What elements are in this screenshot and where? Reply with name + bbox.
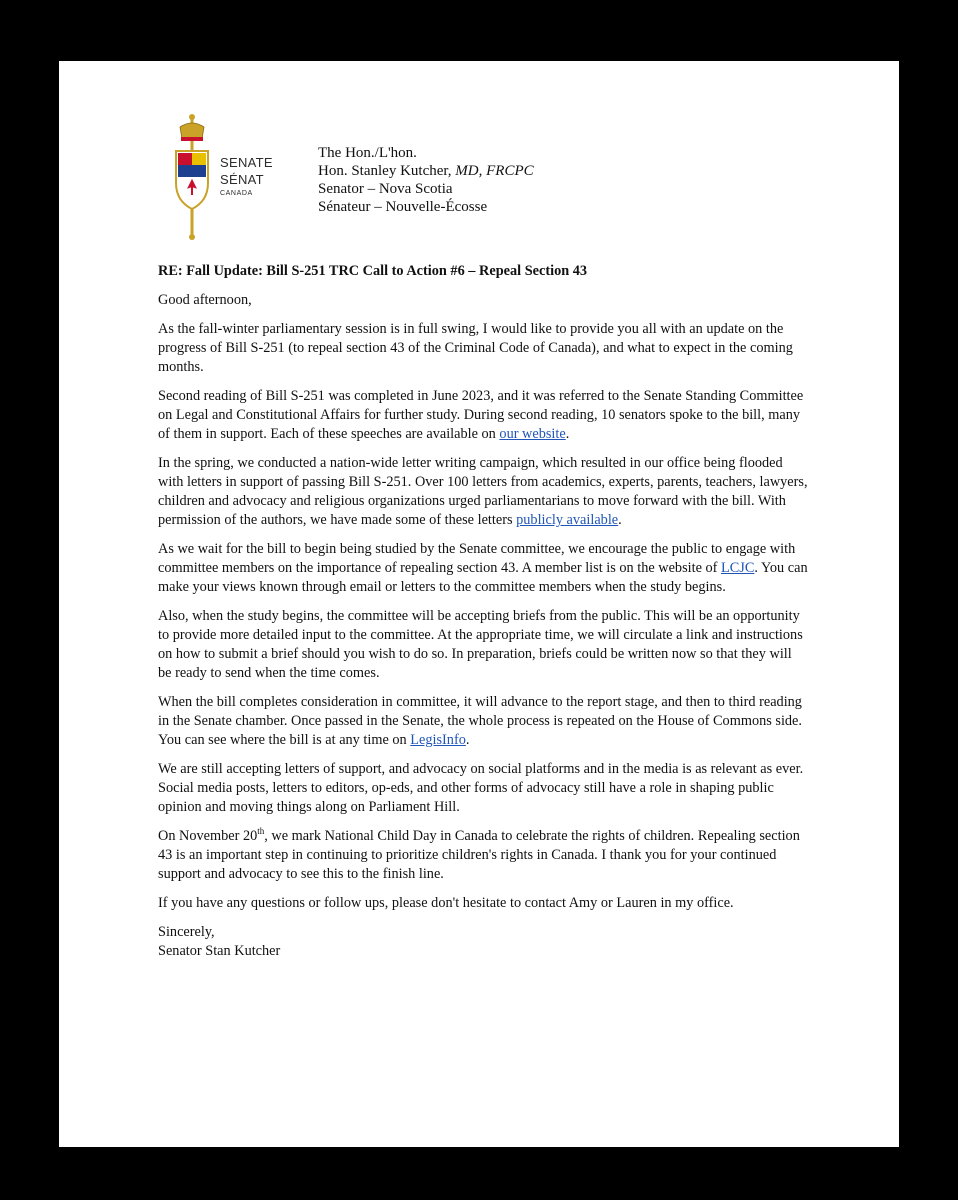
paragraph-3: In the spring, we conducted a nation-wide letter writing campaign, which resulted in our office being flooded with letters in support of passing Bill S-251. Over 100 letters from academics, experts, parents, teachers, lawyers, children and advocacy and religious organizations urged parliamentarians to move forward with the bill. With permission of the authors, we have made some of these letters publicly available.: [158, 455, 808, 528]
paragraph-9: If you have any questions or follow ups, please don't hesitate to contact Amy or Lauren in my office.: [158, 895, 734, 911]
paragraph-5: Also, when the study begins, the committee will be accepting briefs from the public. This will be an opportunity to provide more detailed input to the committee. At the appropriate time, we will circulate a link and instructions on how to submit a brief should you wish to do so. In preparation, briefs could be written now so that they will be ready to send when the time comes.: [158, 608, 803, 681]
letterhead: [158, 113, 818, 253]
signature: Senator Stan Kutcher: [158, 943, 281, 959]
paragraph-7: We are still accepting letters of support, and advocacy on social platforms and in the media is as relevant as ever. Social media posts, letters to editors, op-eds, and other forms of advocacy still have a role in shaping public opinion and moving things along on Parliament Hill.: [158, 761, 804, 815]
lcjc-link[interactable]: LCJC: [721, 560, 755, 576]
our-website-link[interactable]: our website: [499, 426, 566, 442]
address-line-title: The Hon./L'hon.: [318, 145, 417, 161]
address-line-role-en: Senator – Nova Scotia: [318, 181, 453, 197]
paragraph-8: On November 20th, we mark National Child Day in Canada to celebrate the rights of children. Repealing section 43 is an important step in continuing to prioritize children's rights in Canada. I thank you for your continued support and advocacy to see this to the finish line.: [158, 826, 800, 882]
publicly-available-link[interactable]: publicly available: [516, 512, 619, 528]
paragraph-4: As we wait for the bill to begin being studied by the Senate committee, we encourage the public to engage with committee members on the importance of repealing section 43. A member list is on the website of LCJC. You can make your views known through email or letters to the committee members when the study begins.: [158, 541, 808, 595]
subject-line: RE: Fall Update: Bill S-251 TRC Call to Action #6 – Repeal Section 43: [158, 263, 588, 279]
closing: Sincerely,: [158, 924, 215, 940]
paragraph-6: When the bill completes consideration in committee, it will advance to the report stage, and then to third reading in the Senate chamber. Once passed in the Senate, the whole process is repeated on the House of Commons side. You can see where the bill is at any time on LegisInfo.: [158, 694, 802, 748]
letter-body: [158, 262, 808, 961]
greeting: Good afternoon,: [158, 292, 252, 308]
sender-address: [318, 144, 534, 216]
legisinfo-link[interactable]: LegisInfo: [410, 732, 466, 748]
senate-crest-icon: [172, 113, 212, 241]
logo-text-senate: SENATE: [220, 155, 273, 170]
address-line-role-fr: Sénateur – Nouvelle-Écosse: [318, 199, 488, 215]
credentials: MD, FRCPC: [455, 163, 534, 179]
letter-page: [59, 61, 899, 1147]
logo-text-canada: CANADA: [220, 190, 253, 197]
logo-text-senat: SÉNAT: [220, 172, 264, 187]
paragraph-2: Second reading of Bill S-251 was completed in June 2023, and it was referred to the Senate Standing Committee on Legal and Constitutional Affairs for further study. During second reading, 10 senators spoke to the bill, many of them in support. Each of these speeches are available on our website.: [158, 388, 804, 442]
paragraph-1: As the fall-winter parliamentary session is in full swing, I would like to provide you all with an update on the progress of Bill S-251 (to repeal section 43 of the Criminal Code of Canada), and what to expect in the coming months.: [158, 321, 793, 375]
address-line-name: Hon. Stanley Kutcher, MD, FRCPC: [318, 163, 534, 179]
